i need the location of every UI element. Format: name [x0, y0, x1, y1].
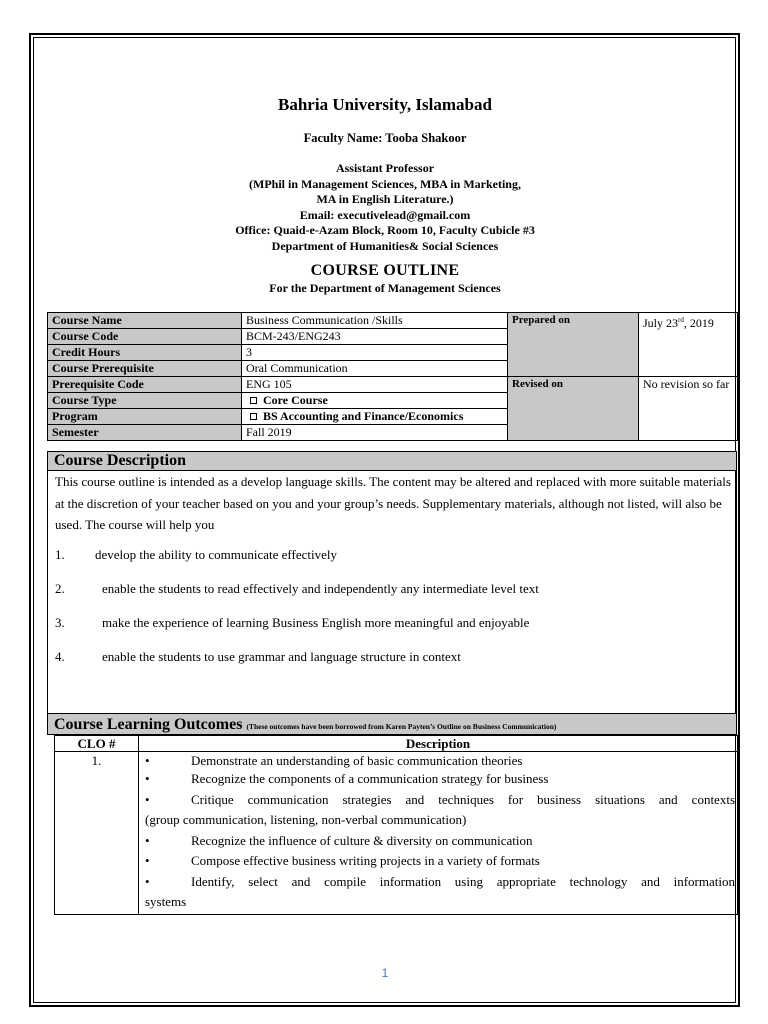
course-outline-title: COURSE OUTLINE [310, 262, 460, 279]
prepared-on-value [639, 313, 738, 377]
for-department: For the Department of Management Sciences [269, 281, 501, 295]
program-value [242, 409, 508, 425]
table-row [48, 377, 738, 393]
program-text: BS Accounting and Finance/Economics [263, 409, 464, 423]
course-prerequisite-value: Oral Communication [242, 361, 508, 377]
bullet-icon: • [145, 771, 150, 786]
list-item [139, 851, 737, 872]
clo-item-continuation: (group communication, listening, non-verbal communication) [145, 812, 467, 827]
course-prerequisite-label: Course Prerequisite [48, 361, 242, 377]
course-name-value: Business Communication /Skills [242, 313, 508, 329]
revised-on-label: Revised on [508, 377, 639, 441]
list-item-text: enable the students to use grammar and language structure in context [102, 649, 461, 664]
list-item [139, 769, 737, 790]
course-type-value [242, 393, 508, 409]
faculty-qualification-1: (MPhil in Management Sciences, MBA in Marketing, [249, 176, 521, 191]
faculty-office: Office: Quaid-e-Azam Block, Room 10, Faculty Cubicle #3 [235, 223, 535, 238]
clo-item-continuation: systems [145, 894, 187, 909]
table-row [55, 736, 738, 752]
table-row [48, 313, 738, 329]
bullet-icon: • [145, 791, 150, 807]
course-learning-outcomes-heading [47, 713, 737, 735]
course-name-label: Course Name [48, 313, 242, 329]
faculty-email: Email: executivelead@gmail.com [299, 207, 471, 222]
revised-on-value: No revision so far [639, 377, 738, 441]
clo-table [54, 735, 738, 915]
course-type-text: Core Course [263, 393, 328, 407]
bullet-icon: • [145, 753, 150, 768]
checkbox-icon [250, 397, 257, 404]
prepared-year: , 2019 [683, 316, 714, 330]
clo-item-text: Critique communication strategies and techniques for business situations and contexts [191, 791, 735, 807]
clo-number: 1. [55, 752, 139, 915]
clo-item-text: Compose effective business writing projects in a variety of formats [191, 853, 540, 868]
clo-item-text: Recognize the components of a communication strategy for business [191, 771, 549, 786]
prerequisite-code-label: Prerequisite Code [48, 377, 242, 393]
prerequisite-code-value: ENG 105 [242, 377, 508, 393]
semester-label: Semester [48, 425, 242, 441]
table-row [55, 752, 738, 915]
clo-number-header: CLO # [55, 736, 139, 752]
checkbox-icon [250, 413, 257, 420]
course-type-label: Course Type [48, 393, 242, 409]
list-item-text: develop the ability to communicate effectively [95, 547, 337, 562]
faculty-details [35, 161, 735, 255]
clo-heading-text: Course Learning Outcomes [54, 716, 243, 733]
list-item-number: 2. [55, 581, 65, 596]
list-item-number: 4. [55, 649, 65, 664]
course-description-text: This course outline is intended as a develop language skills. The content may be altered and replaced with more suitable materials at the discretion of your teacher based on you and your group’s needs. Supplementary materials, although not listed, will also be used. The course will help you [55, 474, 731, 532]
faculty-name: Faculty Name: Tooba Shakoor [303, 131, 467, 145]
course-info-table [47, 312, 738, 441]
credit-hours-value: 3 [242, 345, 508, 361]
clo-item-text: Identify, select and compile information using appropriate technology and information [191, 873, 735, 889]
bullet-icon: • [145, 873, 150, 889]
bullet-icon: • [145, 853, 150, 868]
department-name: Department of Humanities& Social Sciences [271, 238, 499, 253]
list-item [139, 790, 737, 811]
clo-source-note: (These outcomes have been borrowed from Karen Payten’s Outline on Business Communication) [246, 722, 557, 731]
clo-description [139, 752, 738, 915]
list-item-text: enable the students to read effectively and independently any intermediate level text [102, 581, 539, 596]
bullet-icon: • [145, 832, 150, 848]
list-item-number: 3. [55, 615, 65, 630]
clo-item-text: Recognize the influence of culture & diversity on communication [191, 832, 533, 848]
faculty-title: Assistant Professor [335, 161, 435, 175]
course-code-value: BCM-243/ENG243 [242, 329, 508, 345]
prepared-day-suffix: rd [678, 316, 684, 324]
course-code-label: Course Code [48, 329, 242, 345]
list-item [55, 581, 539, 597]
list-item [55, 649, 461, 665]
clo-description-header: Description [139, 736, 738, 752]
list-item-text: make the experience of learning Business English more meaningful and enjoyable [102, 615, 530, 630]
clo-item-text: Demonstrate an understanding of basic communication theories [191, 753, 523, 768]
list-item [55, 615, 529, 631]
faculty-qualification-2: MA in English Literature.) [316, 192, 454, 207]
course-description-heading: Course Description [47, 451, 737, 471]
list-item [139, 752, 737, 769]
page-number: 1 [381, 966, 389, 980]
list-item [139, 831, 737, 852]
university-name: Bahria University, Islamabad [278, 95, 492, 114]
prepared-on-label: Prepared on [508, 313, 639, 377]
program-label: Program [48, 409, 242, 425]
prepared-day: July 23 [643, 316, 679, 330]
list-item [139, 872, 737, 893]
credit-hours-label: Credit Hours [48, 345, 242, 361]
semester-value: Fall 2019 [242, 425, 508, 441]
list-item [55, 547, 337, 563]
list-item-number: 1. [55, 547, 65, 562]
